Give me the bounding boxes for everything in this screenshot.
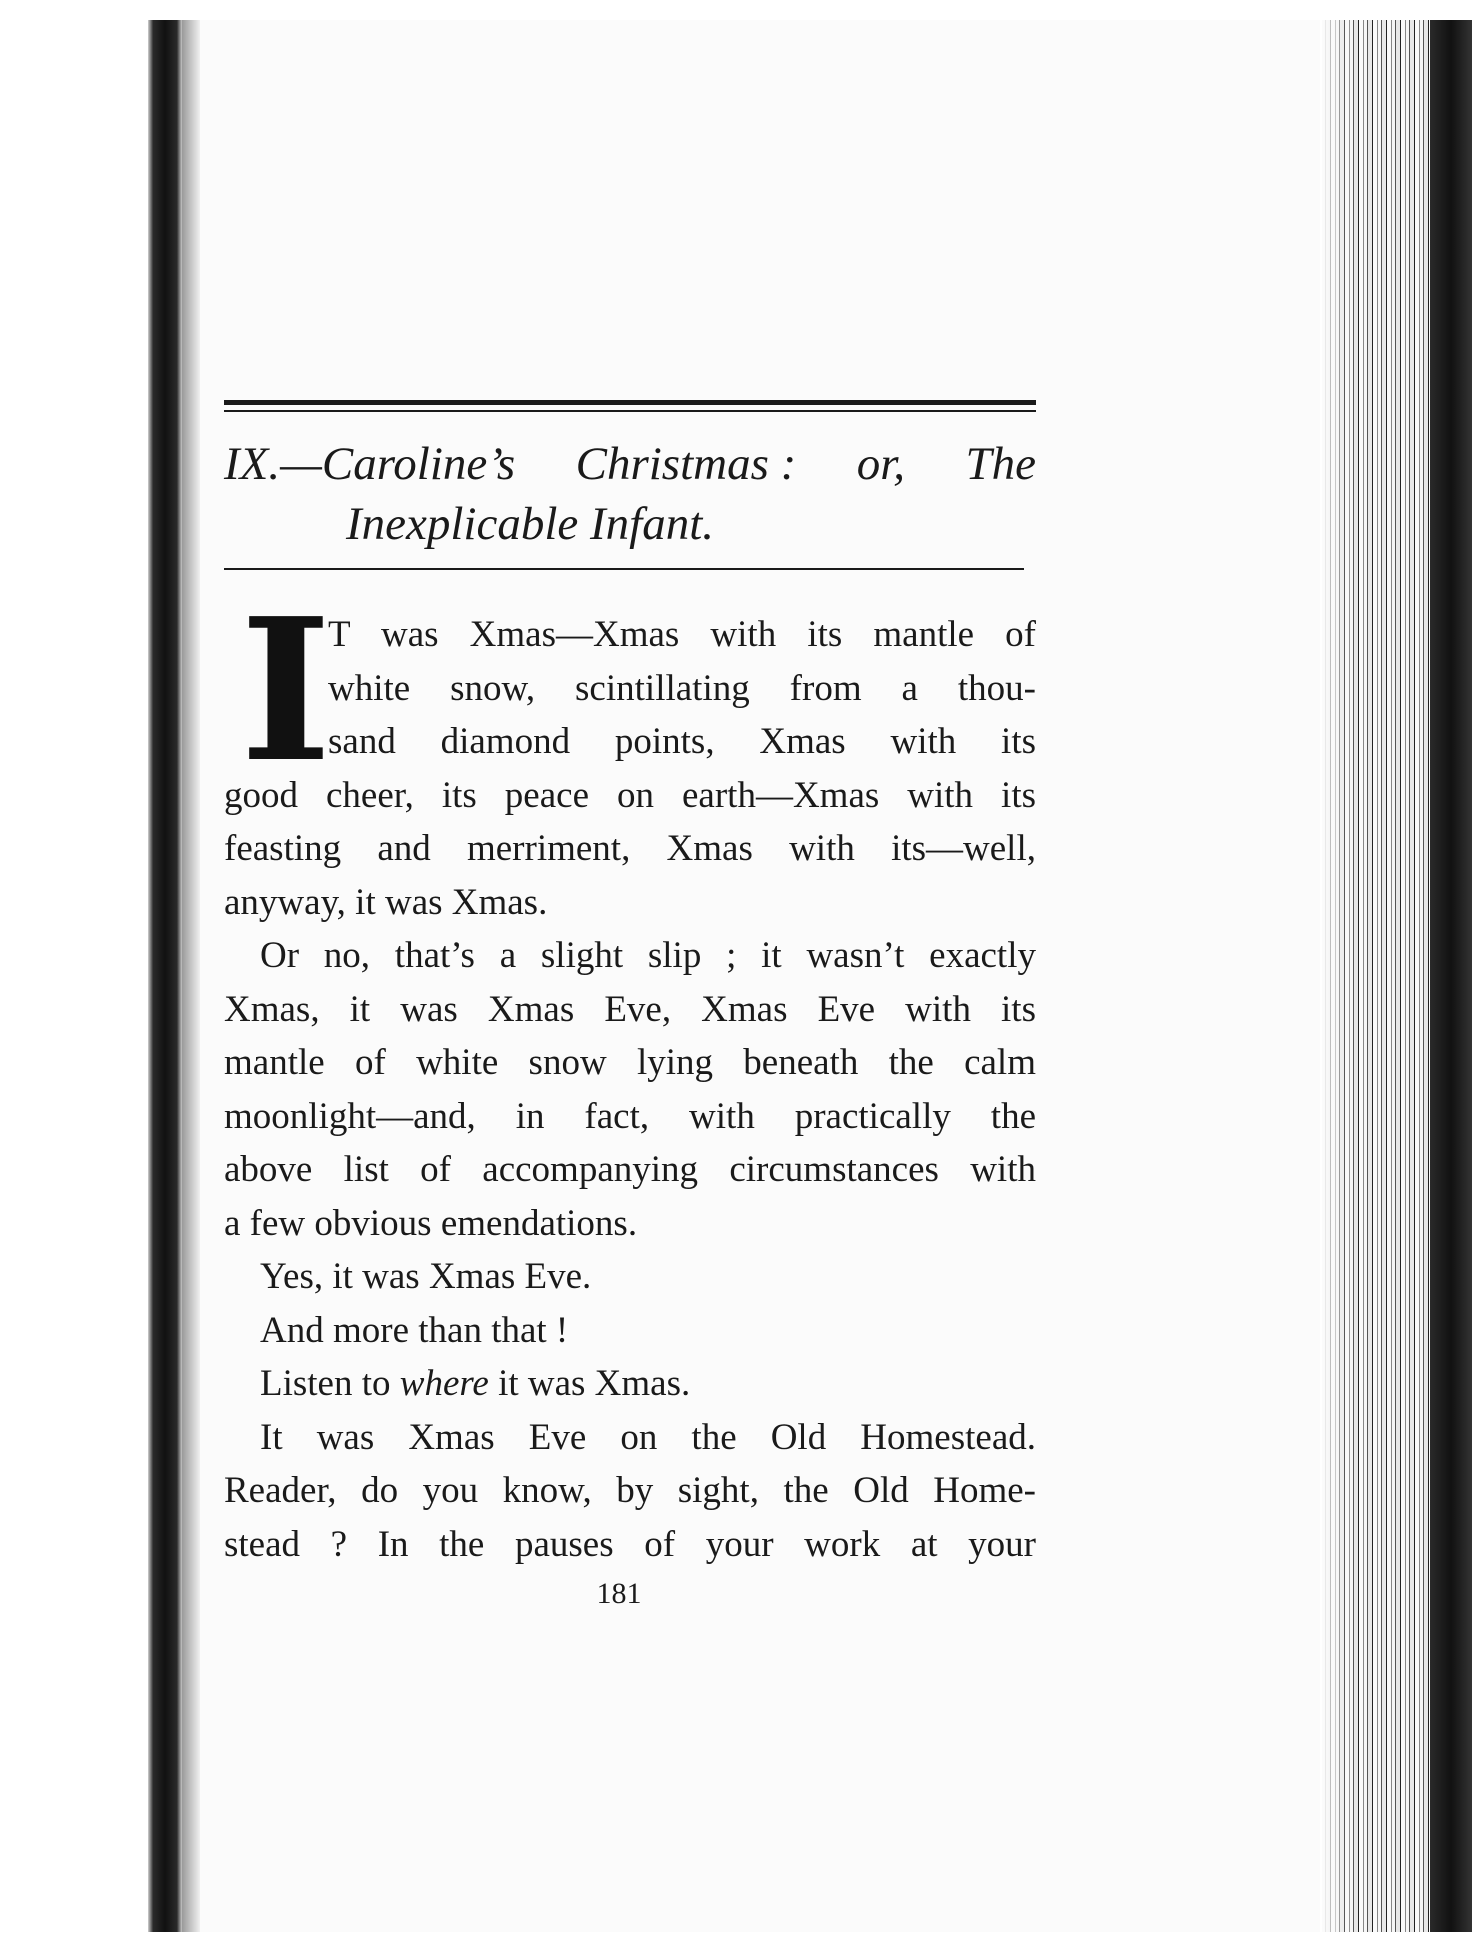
text-line: And more than that ! [260, 1309, 569, 1351]
facing-page-edge [0, 0, 140, 1952]
chapter-heading [224, 434, 1036, 556]
text-line: mantle of white snow lying beneath the calm [224, 1042, 1036, 1083]
text-line: Xmas, it was Xmas Eve, Xmas Eve with its [224, 988, 1036, 1030]
book-cover-edge [1430, 20, 1472, 1932]
header-rule-thick [224, 400, 1036, 405]
heading-word: The [965, 438, 1036, 490]
text-line: feasting and merriment, Xmas with its—well, [224, 828, 1036, 869]
text-fragment: Listen to [260, 1363, 400, 1404]
text-line: It was Xmas Eve on the Old Homestead. [260, 1416, 1036, 1458]
heading-word: Christmas : [575, 438, 797, 490]
heading-word: or, [856, 438, 906, 490]
text-fragment: it was Xmas. [488, 1363, 691, 1404]
text-line: moonlight—and, in fact, with practically the [224, 1095, 1036, 1137]
chapter-heading-line-2: Inexplicable Infant. [346, 498, 715, 550]
heading-rule-bottom [224, 568, 1024, 570]
text-line [224, 1357, 1036, 1411]
emphasis-word: where [399, 1363, 489, 1404]
book-spine [148, 20, 182, 1932]
page-edge-fade [1322, 20, 1352, 1932]
spine-shadow [182, 20, 200, 1932]
text-line: Or no, that’s a slight slip ; it wasn’t exactly [260, 935, 1036, 976]
header-rule-thin [224, 410, 1036, 412]
text-line: sand diamond points, Xmas with its [328, 721, 1036, 762]
text-line: above list of accompanying circumstances with [224, 1149, 1036, 1190]
text-line: Reader, do you know, by sight, the Old Home- [224, 1470, 1036, 1511]
body-text [224, 576, 1036, 1571]
text-line: white snow, scintillating from a thou- [328, 667, 1036, 709]
chapter-heading-line-1 [224, 434, 1036, 494]
drop-cap: I [240, 576, 332, 806]
page-number: 181 [596, 1577, 642, 1610]
heading-word: IX.—Caroline’s [224, 438, 516, 490]
text-line: stead ? In the pauses of your work at your [224, 1523, 1036, 1565]
page-content [224, 400, 1036, 1611]
text-line: Yes, it was Xmas Eve. [260, 1256, 592, 1297]
text-line: anyway, it was Xmas. [224, 881, 548, 923]
text-line: a few obvious emendations. [224, 1202, 638, 1244]
text-line: T was Xmas—Xmas with its mantle of [328, 614, 1036, 655]
text-line: good cheer, its peace on earth—Xmas with its [224, 774, 1036, 816]
